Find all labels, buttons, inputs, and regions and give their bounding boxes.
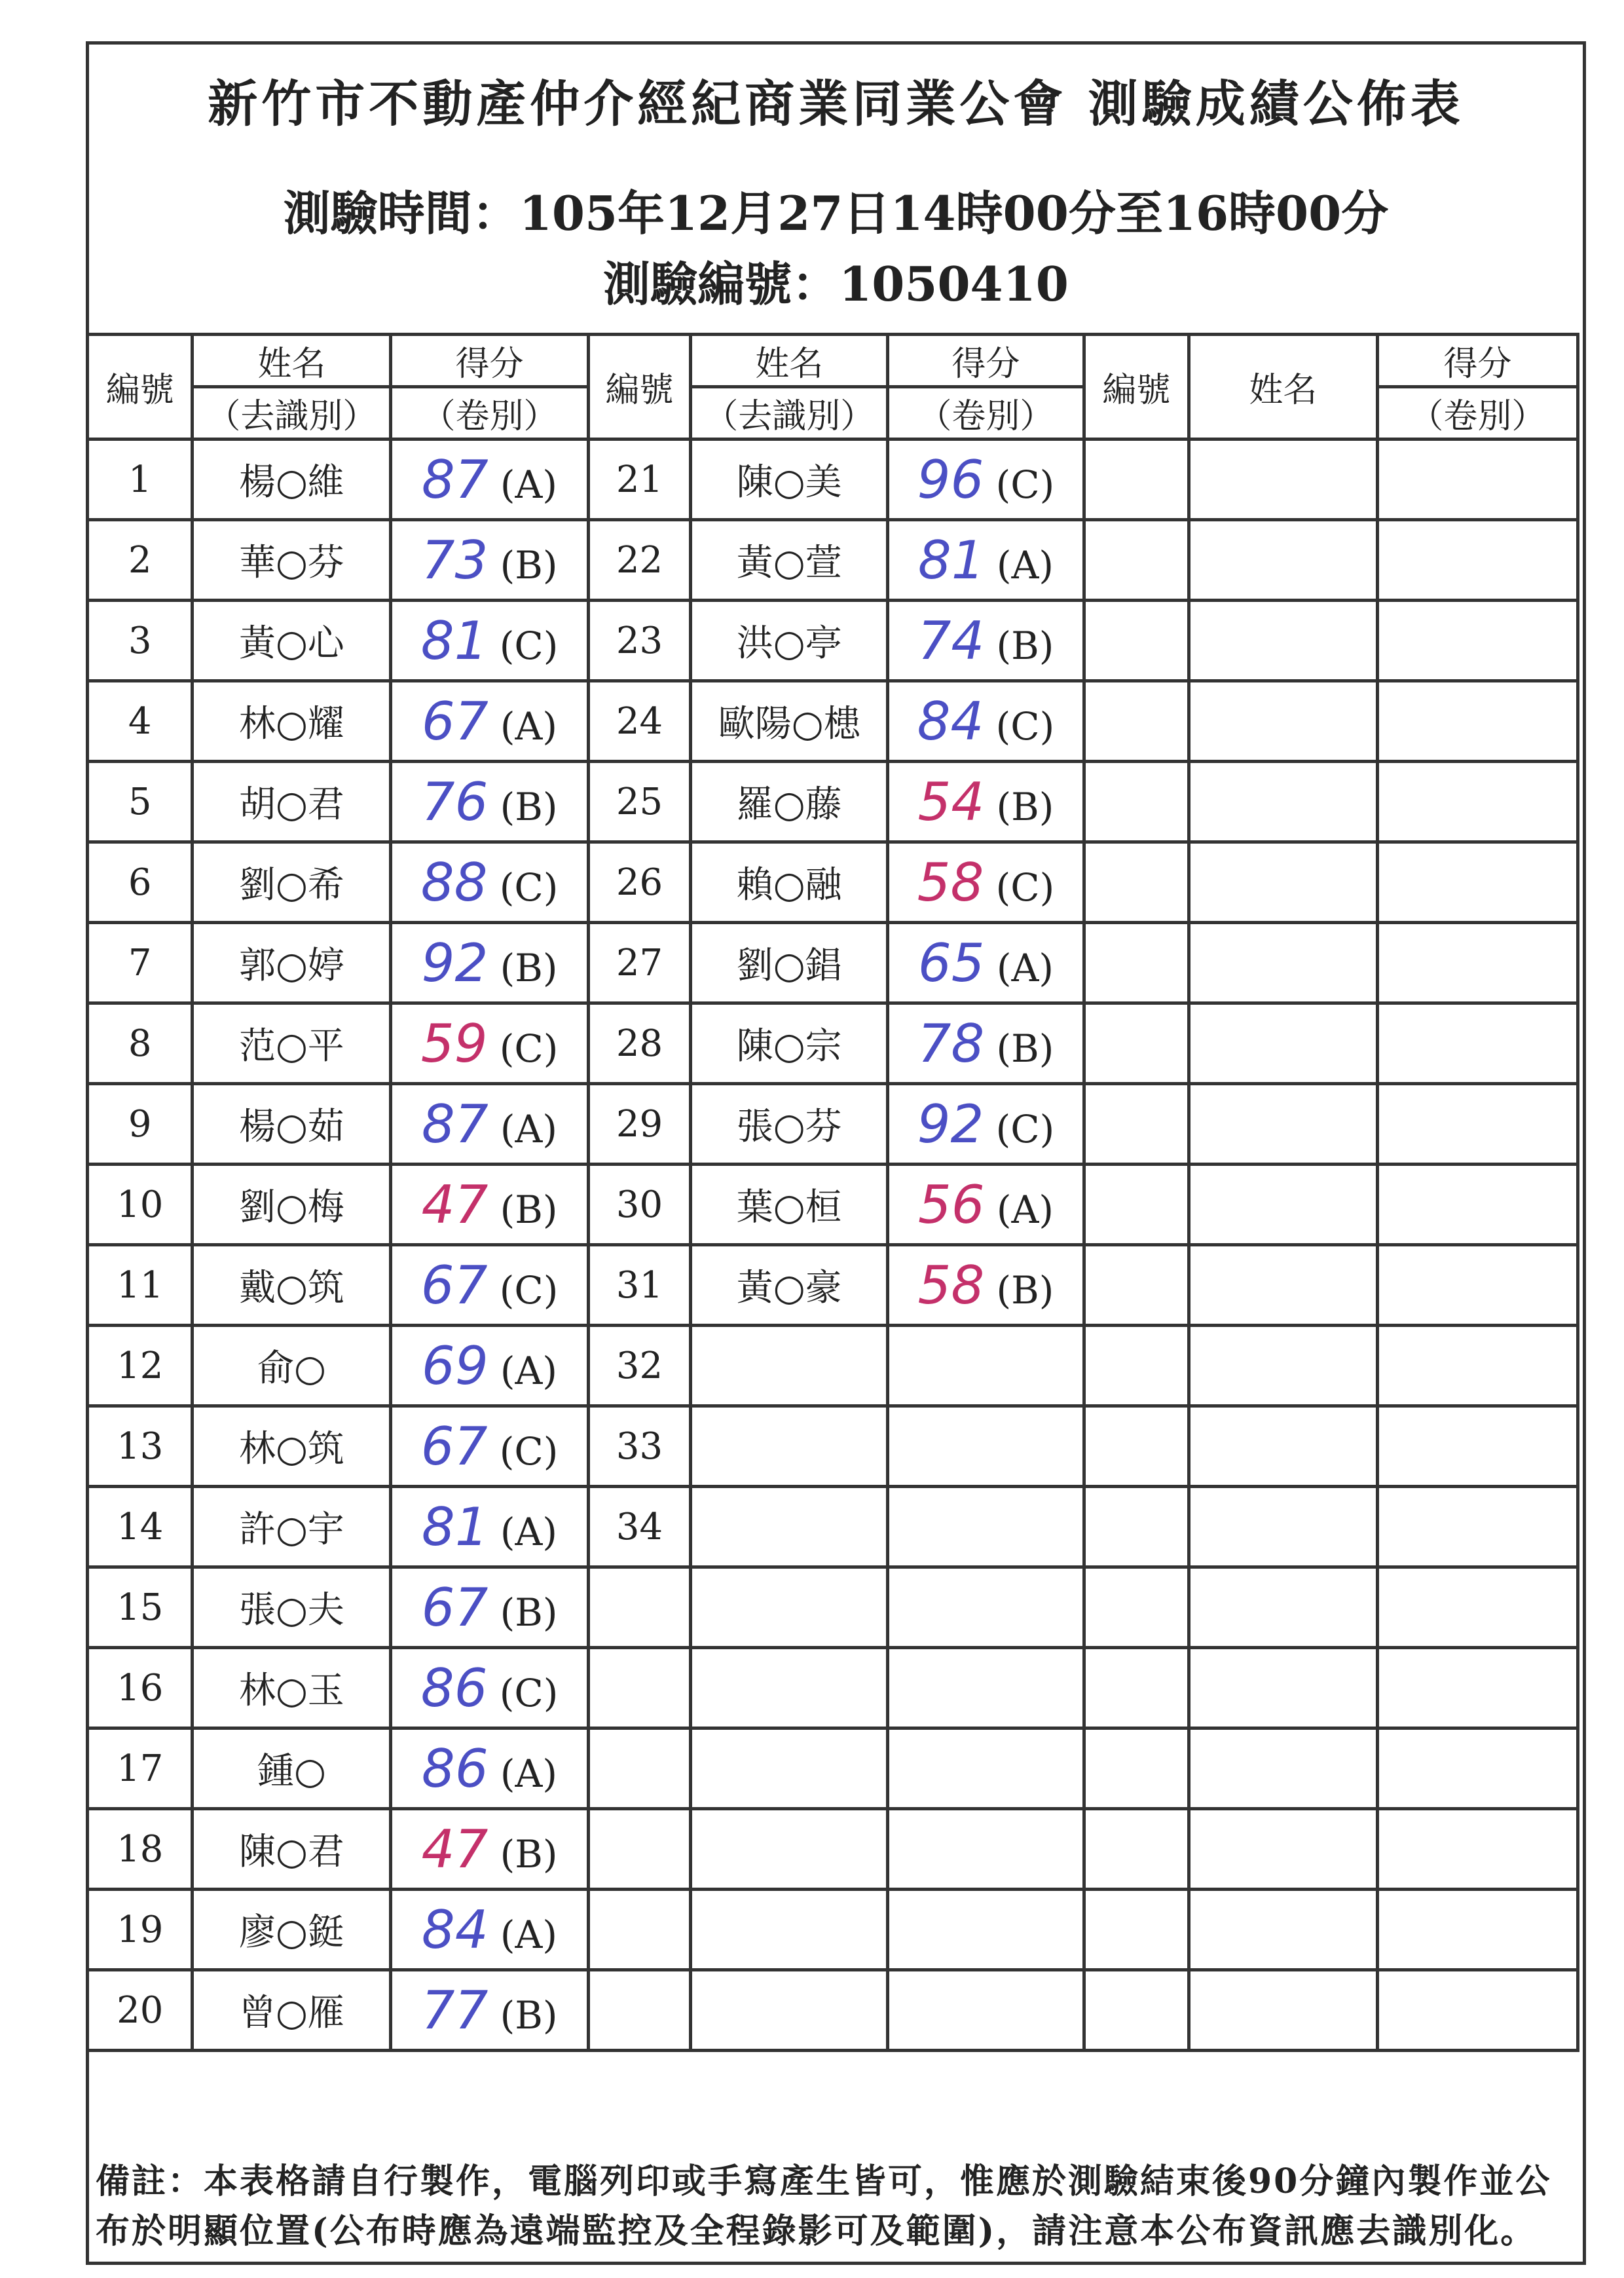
- record-number: 27: [588, 923, 691, 1003]
- record-number: 34: [588, 1487, 691, 1567]
- paper-type: (C): [499, 1428, 559, 1474]
- record-number: 26: [588, 842, 691, 923]
- record-number: 22: [588, 520, 691, 601]
- paper-type: (C): [499, 623, 559, 668]
- empty-cell: [888, 1809, 1084, 1890]
- empty-cell: [1189, 1165, 1378, 1245]
- empty-cell: [1189, 1728, 1378, 1809]
- empty-cell: [1084, 439, 1189, 520]
- paper-type: (A): [996, 1187, 1054, 1232]
- record-number: 1: [88, 439, 193, 520]
- record-score: [391, 1326, 588, 1406]
- empty-cell: [1189, 1084, 1378, 1165]
- record-number: 24: [588, 681, 691, 762]
- empty-cell: [1377, 1728, 1578, 1809]
- score-value: 67: [420, 1254, 488, 1316]
- record-score: [391, 1084, 588, 1165]
- paper-type: (B): [996, 1026, 1054, 1071]
- record-score: [888, 601, 1084, 681]
- empty-cell: [1189, 923, 1378, 1003]
- record-number: 17: [88, 1728, 193, 1809]
- empty-cell: [1084, 1648, 1189, 1728]
- record-score: [888, 1003, 1084, 1084]
- paper-type: (B): [996, 623, 1054, 668]
- record-number: 15: [88, 1567, 193, 1648]
- empty-cell: [1189, 1809, 1378, 1890]
- record-name: 鍾○: [193, 1728, 391, 1809]
- score-value: 92: [421, 932, 489, 994]
- record-number: 3: [88, 601, 193, 681]
- table-row: [88, 1003, 1578, 1084]
- empty-cell: [888, 1648, 1084, 1728]
- empty-cell: [1189, 1970, 1378, 2051]
- paper-type: (A): [500, 1912, 558, 1957]
- record-number: 31: [588, 1245, 691, 1326]
- empty-cell: [1189, 681, 1378, 762]
- header-name-sub: （去識別）: [193, 387, 391, 439]
- record-name: 林○耀: [193, 681, 391, 762]
- score-value: 88: [420, 851, 488, 913]
- header-name-sub: （去識別）: [691, 387, 888, 439]
- record-name: 許○宇: [193, 1487, 391, 1567]
- empty-cell: [1084, 1487, 1189, 1567]
- table-row: [88, 1728, 1578, 1809]
- paper-type: (C): [499, 865, 559, 910]
- empty-cell: [888, 1970, 1084, 2051]
- paper-type: (A): [500, 1751, 558, 1796]
- table-row: [88, 923, 1578, 1003]
- record-name: 黃○萱: [691, 520, 888, 601]
- record-score: [888, 762, 1084, 842]
- empty-cell: [691, 1567, 888, 1648]
- empty-cell: [888, 1567, 1084, 1648]
- record-name: 張○夫: [193, 1567, 391, 1648]
- record-name: 廖○鋌: [193, 1890, 391, 1970]
- record-number: 29: [588, 1084, 691, 1165]
- empty-cell: [1377, 1970, 1578, 2051]
- paper-type: (B): [500, 1590, 558, 1635]
- paper-type: (A): [996, 542, 1054, 588]
- empty-cell: [1189, 1003, 1378, 1084]
- record-number: 8: [88, 1003, 193, 1084]
- record-score: [391, 1809, 588, 1890]
- record-number: 11: [88, 1245, 193, 1326]
- paper-type: (B): [500, 542, 558, 588]
- header-score-sub: （卷別）: [391, 387, 588, 439]
- empty-cell: [588, 1809, 691, 1890]
- record-score: [391, 1648, 588, 1728]
- record-number: 20: [88, 1970, 193, 2051]
- empty-cell: [1084, 681, 1189, 762]
- empty-cell: [1084, 1245, 1189, 1326]
- record-score: [391, 681, 588, 762]
- record-name: [691, 1326, 888, 1406]
- empty-cell: [691, 1728, 888, 1809]
- table-row: [88, 1970, 1578, 2051]
- record-score: [391, 1970, 588, 2051]
- exam-number: 測驗編號：1050410: [603, 256, 1069, 312]
- empty-cell: [588, 1890, 691, 1970]
- empty-cell: [1377, 681, 1578, 762]
- empty-cell: [1189, 1326, 1378, 1406]
- record-name: 黃○豪: [691, 1245, 888, 1326]
- paper-type: (A): [996, 945, 1054, 990]
- empty-cell: [1189, 601, 1378, 681]
- paper-type: (C): [499, 1026, 559, 1071]
- record-name: 葉○桓: [691, 1165, 888, 1245]
- record-name: 賴○融: [691, 842, 888, 923]
- record-name: 林○筑: [193, 1406, 391, 1487]
- score-value: 81: [917, 529, 985, 591]
- record-number: 33: [588, 1406, 691, 1487]
- record-score: [391, 439, 588, 520]
- record-name: 劉○梅: [193, 1165, 391, 1245]
- empty-cell: [1189, 1245, 1378, 1326]
- record-number: 25: [588, 762, 691, 842]
- empty-cell: [588, 1567, 691, 1648]
- empty-cell: [1189, 1567, 1378, 1648]
- score-value: 81: [421, 1496, 489, 1558]
- empty-cell: [1377, 1487, 1578, 1567]
- empty-cell: [1189, 1487, 1378, 1567]
- empty-cell: [1377, 601, 1578, 681]
- record-score: [888, 1165, 1084, 1245]
- record-score: [888, 1245, 1084, 1326]
- record-score: [391, 1728, 588, 1809]
- score-value: 84: [421, 1899, 489, 1960]
- empty-cell: [1084, 1406, 1189, 1487]
- paper-type: (C): [499, 1670, 559, 1715]
- record-score: [888, 1084, 1084, 1165]
- record-score: [888, 520, 1084, 601]
- empty-cell: [1084, 1970, 1189, 2051]
- paper-type: (A): [500, 1509, 558, 1554]
- record-name: 陳○宗: [691, 1003, 888, 1084]
- empty-cell: [1377, 1406, 1578, 1487]
- paper-type: (B): [996, 784, 1054, 829]
- paper-type: (B): [500, 1831, 558, 1877]
- record-score: [391, 1003, 588, 1084]
- record-number: 4: [88, 681, 193, 762]
- empty-cell: [1377, 520, 1578, 601]
- paper-type: (C): [995, 1106, 1055, 1151]
- record-number: 16: [88, 1648, 193, 1728]
- record-number: 7: [88, 923, 193, 1003]
- record-number: 12: [88, 1326, 193, 1406]
- header-number: 編號: [88, 335, 193, 439]
- record-number: 23: [588, 601, 691, 681]
- table-row: [88, 439, 1578, 520]
- empty-cell: [888, 1890, 1084, 1970]
- record-score: [391, 1487, 588, 1567]
- empty-cell: [1084, 1165, 1189, 1245]
- record-name: 范○平: [193, 1003, 391, 1084]
- record-score: [391, 1406, 588, 1487]
- paper-type: (A): [500, 1348, 558, 1393]
- header-number: 編號: [588, 335, 691, 439]
- record-name: 林○玉: [193, 1648, 391, 1728]
- score-value: 47: [421, 1174, 489, 1235]
- record-name: [691, 1487, 888, 1567]
- record-name: 戴○筑: [193, 1245, 391, 1326]
- header-score: 得分: [1377, 335, 1578, 387]
- paper-type: (B): [500, 1992, 558, 2038]
- table-row: [88, 520, 1578, 601]
- paper-type: (B): [500, 784, 558, 829]
- score-value: 84: [917, 690, 984, 752]
- empty-cell: [691, 1809, 888, 1890]
- score-value: 56: [917, 1174, 985, 1235]
- table-row: [88, 842, 1578, 923]
- table-row: [88, 1245, 1578, 1326]
- score-value: 74: [917, 610, 985, 671]
- record-name: 劉○希: [193, 842, 391, 923]
- empty-cell: [1189, 439, 1378, 520]
- record-score: [888, 1487, 1084, 1567]
- score-value: 76: [421, 771, 489, 832]
- empty-cell: [1084, 762, 1189, 842]
- table-row: [88, 1809, 1578, 1890]
- paper-type: (A): [500, 703, 558, 749]
- empty-cell: [1189, 1648, 1378, 1728]
- empty-cell: [1377, 762, 1578, 842]
- record-name: 陳○美: [691, 439, 888, 520]
- table-row: [88, 1890, 1578, 1970]
- record-score: [888, 923, 1084, 1003]
- record-score: [391, 1165, 588, 1245]
- record-name: 華○芬: [193, 520, 391, 601]
- record-name: 陳○君: [193, 1809, 391, 1890]
- record-score: [391, 1890, 588, 1970]
- record-score: [391, 1567, 588, 1648]
- page-title: 新竹市不動產仲介經紀商業同業公會 測驗成績公佈表: [208, 75, 1464, 133]
- empty-cell: [888, 1728, 1084, 1809]
- table-row: [88, 762, 1578, 842]
- empty-cell: [1377, 842, 1578, 923]
- score-table: [86, 333, 1579, 2052]
- record-number: 2: [88, 520, 193, 601]
- empty-cell: [1084, 923, 1189, 1003]
- record-name: 洪○亭: [691, 601, 888, 681]
- table-row: [88, 1648, 1578, 1728]
- record-score: [391, 762, 588, 842]
- record-score: [391, 842, 588, 923]
- record-score: [391, 1245, 588, 1326]
- empty-cell: [1377, 1245, 1578, 1326]
- score-value: 67: [421, 1577, 489, 1638]
- empty-cell: [1189, 1890, 1378, 1970]
- empty-cell: [1377, 923, 1578, 1003]
- score-value: 47: [421, 1818, 489, 1880]
- empty-cell: [1189, 1406, 1378, 1487]
- empty-cell: [691, 1970, 888, 2051]
- empty-cell: [691, 1648, 888, 1728]
- record-number: 14: [88, 1487, 193, 1567]
- record-name: 羅○藤: [691, 762, 888, 842]
- empty-cell: [1189, 842, 1378, 923]
- score-value: 67: [421, 690, 489, 752]
- score-sheet: [86, 41, 1586, 2265]
- paper-type: (C): [499, 1267, 559, 1313]
- score-value: 86: [421, 1738, 489, 1799]
- header-score: 得分: [391, 335, 588, 387]
- empty-cell: [691, 1890, 888, 1970]
- record-score: [391, 923, 588, 1003]
- record-name: 俞○: [193, 1326, 391, 1406]
- score-value: 78: [917, 1013, 985, 1074]
- record-name: 黃○心: [193, 601, 391, 681]
- score-value: 59: [420, 1013, 488, 1074]
- table-row: [88, 601, 1578, 681]
- empty-cell: [1377, 439, 1578, 520]
- record-score: [888, 439, 1084, 520]
- empty-cell: [588, 1728, 691, 1809]
- score-value: 69: [421, 1335, 489, 1396]
- score-value: 96: [917, 449, 984, 510]
- record-name: [691, 1406, 888, 1487]
- paper-type: (C): [995, 462, 1055, 507]
- paper-type: (A): [500, 1106, 558, 1151]
- score-value: 65: [917, 932, 985, 994]
- table-row: [88, 1406, 1578, 1487]
- record-number: 28: [588, 1003, 691, 1084]
- record-number: 19: [88, 1890, 193, 1970]
- score-value: 81: [420, 610, 488, 671]
- record-name: 曾○雁: [193, 1970, 391, 2051]
- empty-cell: [1084, 520, 1189, 601]
- empty-cell: [588, 1648, 691, 1728]
- empty-cell: [1377, 1890, 1578, 1970]
- record-name: 歐陽○槵: [691, 681, 888, 762]
- record-name: 劉○錩: [691, 923, 888, 1003]
- paper-type: (A): [500, 462, 558, 507]
- empty-cell: [1377, 1003, 1578, 1084]
- record-score: [391, 601, 588, 681]
- record-name: 郭○婷: [193, 923, 391, 1003]
- table-row: [88, 1165, 1578, 1245]
- table-row: [88, 1567, 1578, 1648]
- exam-time: 測驗時間：105年12月27日14時00分至16時00分: [283, 185, 1389, 241]
- record-score: [888, 1406, 1084, 1487]
- record-number: 13: [88, 1406, 193, 1487]
- paper-type: (C): [995, 865, 1055, 910]
- table-row: [88, 1326, 1578, 1406]
- record-name: 胡○君: [193, 762, 391, 842]
- record-name: 張○芬: [691, 1084, 888, 1165]
- paper-type: (C): [995, 703, 1055, 749]
- score-value: 58: [917, 851, 984, 913]
- header-score-sub: （卷別）: [1377, 387, 1578, 439]
- footnote: 備註：本表格請自行製作，電腦列印或手寫產生皆可，惟應於測驗結束後90分鐘內製作並公布於明顯位置(公布時應為遠端監控及全程錄影可及範圍)，請注意本公布資訊應去識別化。: [96, 2161, 1552, 2251]
- record-score: [888, 1326, 1084, 1406]
- empty-cell: [1377, 1567, 1578, 1648]
- score-value: 87: [421, 449, 489, 510]
- empty-cell: [588, 1970, 691, 2051]
- record-score: [888, 842, 1084, 923]
- record-number: 9: [88, 1084, 193, 1165]
- score-value: 58: [917, 1254, 985, 1316]
- record-number: 10: [88, 1165, 193, 1245]
- empty-cell: [1084, 1567, 1189, 1648]
- score-value: 77: [421, 1979, 489, 2041]
- paper-type: (B): [996, 1267, 1054, 1313]
- empty-cell: [1084, 1084, 1189, 1165]
- empty-cell: [1084, 1003, 1189, 1084]
- empty-cell: [1084, 842, 1189, 923]
- empty-cell: [1189, 762, 1378, 842]
- table-row: [88, 1084, 1578, 1165]
- score-value: 54: [917, 771, 985, 832]
- empty-cell: [1377, 1648, 1578, 1728]
- record-number: 6: [88, 842, 193, 923]
- table-row: [88, 1487, 1578, 1567]
- record-number: 21: [588, 439, 691, 520]
- empty-cell: [1377, 1809, 1578, 1890]
- score-value: 87: [421, 1093, 489, 1155]
- record-name: 楊○茹: [193, 1084, 391, 1165]
- paper-type: (B): [500, 1187, 558, 1232]
- record-number: 5: [88, 762, 193, 842]
- record-name: 楊○維: [193, 439, 391, 520]
- score-value: 73: [421, 529, 489, 591]
- score-value: 86: [420, 1657, 488, 1719]
- empty-cell: [1377, 1326, 1578, 1406]
- record-number: 30: [588, 1165, 691, 1245]
- record-number: 18: [88, 1809, 193, 1890]
- record-score: [888, 681, 1084, 762]
- paper-type: (B): [500, 945, 558, 990]
- table-row: [88, 681, 1578, 762]
- record-score: [391, 520, 588, 601]
- empty-cell: [1377, 1084, 1578, 1165]
- empty-cell: [1084, 1890, 1189, 1970]
- empty-cell: [1084, 1326, 1189, 1406]
- header-score: 得分: [888, 335, 1084, 387]
- header-score-sub: （卷別）: [888, 387, 1084, 439]
- empty-cell: [1084, 601, 1189, 681]
- empty-cell: [1189, 520, 1378, 601]
- header-number: 編號: [1084, 335, 1189, 439]
- empty-cell: [1377, 1165, 1578, 1245]
- score-value: 92: [917, 1093, 984, 1155]
- header-name: 姓名: [1189, 335, 1378, 439]
- header-name: 姓名: [193, 335, 391, 387]
- empty-cell: [1084, 1809, 1189, 1890]
- record-number: 32: [588, 1326, 691, 1406]
- empty-cell: [1084, 1728, 1189, 1809]
- score-value: 67: [420, 1415, 488, 1477]
- header-name: 姓名: [691, 335, 888, 387]
